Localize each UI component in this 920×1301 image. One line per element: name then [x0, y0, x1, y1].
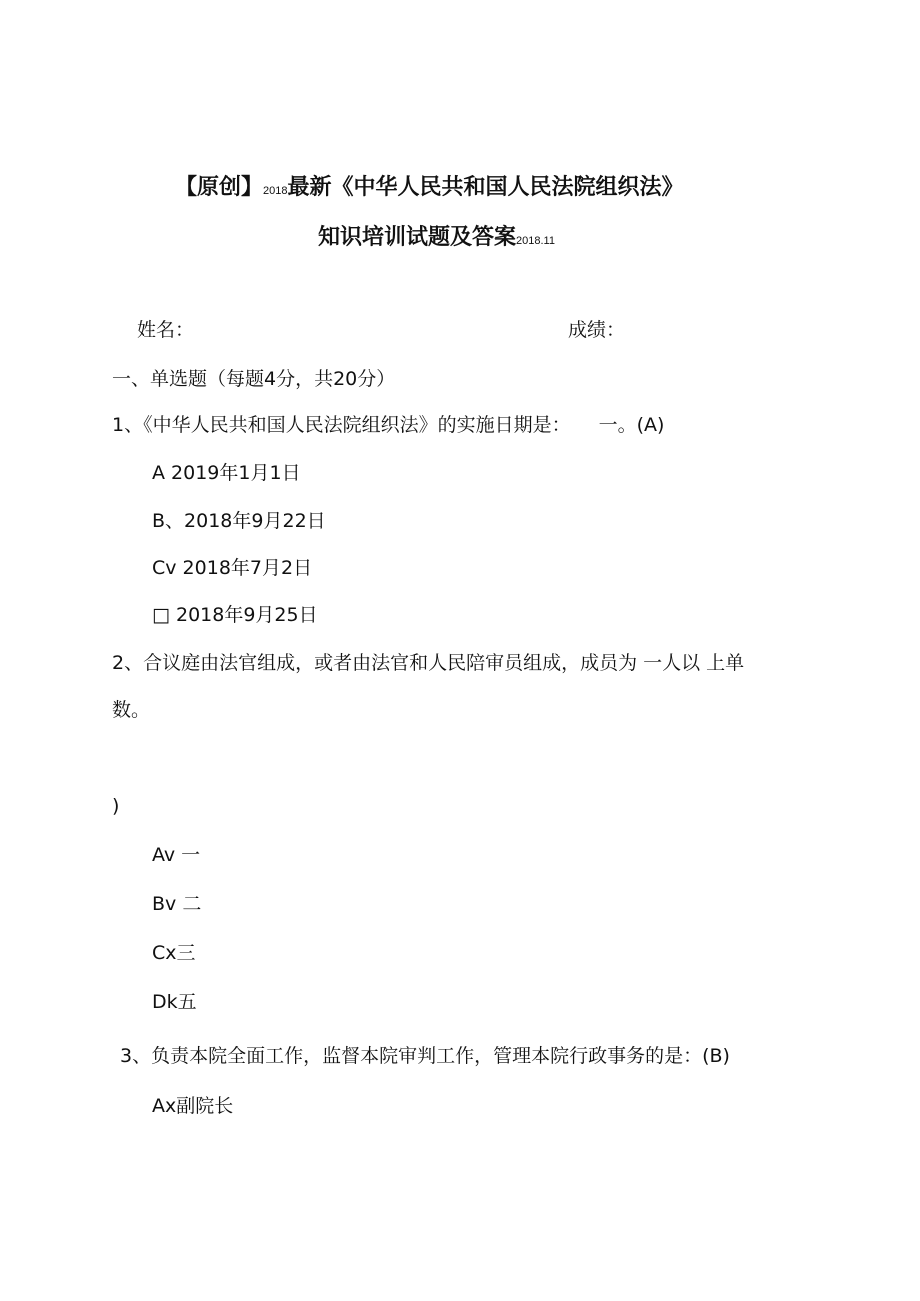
question-2-option-d: Dk五 [152, 991, 197, 1013]
question-1-answer: 一。(A) [598, 414, 665, 436]
title-main: 最新《中华人民共和国人民法院组织法》 [287, 175, 684, 200]
question-2-option-b: Bv 二 [152, 893, 202, 915]
question-1-text: 1、《中华人民共和国人民法院组织法》的实施日期是： [112, 414, 571, 436]
question-1-option-d: □ 2018年9月25日 [152, 604, 318, 626]
question-3-option-a: Ax副院长 [152, 1095, 234, 1117]
section-heading: 一、单选题（每题4分，共20分） [112, 368, 396, 390]
question-2-option-a: Av 一 [152, 844, 201, 866]
doc-title-line2 [318, 224, 555, 255]
score-label: 成绩： [568, 319, 626, 341]
title-prefix: 【原创】 [175, 175, 264, 200]
name-label: 姓名： [137, 319, 195, 341]
doc-title-line1 [175, 174, 684, 205]
question-1-option-c: Cv 2018年7月2日 [152, 557, 313, 579]
question-2-stem-line3: ) [112, 795, 120, 817]
question-2-stem-line1: 2、合议庭由法官组成，或者由法官和人民陪审员组成，成员为 一人以 上单 [112, 652, 745, 674]
title-subtitle: 知识培训试题及答案 [318, 225, 517, 250]
question-1-stem [112, 413, 664, 437]
question-1-option-a: A 2019年1月1日 [152, 462, 301, 484]
question-1-option-b: B、2018年9月22日 [152, 510, 326, 532]
question-2-option-c: Cx三 [152, 942, 196, 964]
question-2-stem-line2: 数。 [112, 699, 151, 721]
title-date: 2018.11 [516, 235, 555, 247]
title-year: 2018 [263, 185, 288, 197]
question-3-stem: 3、负责本院全面工作，监督本院审判工作，管理本院行政事务的是：(B) [120, 1045, 730, 1067]
